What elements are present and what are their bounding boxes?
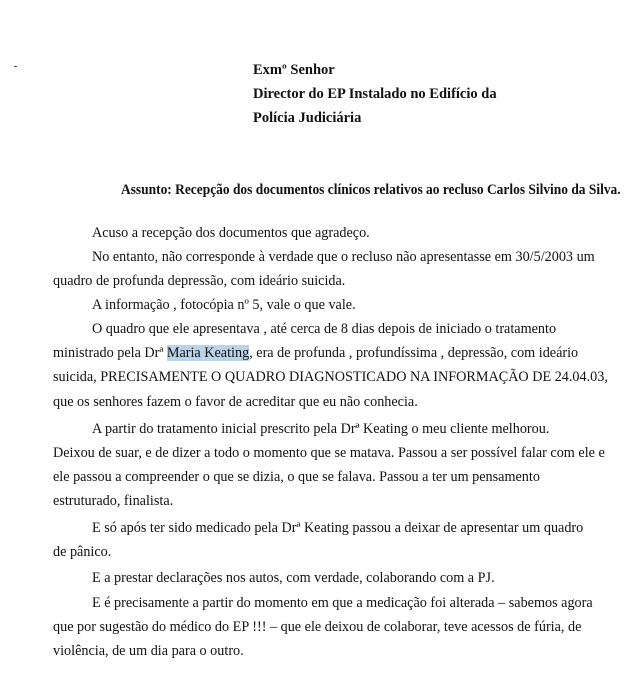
paragraph-2-line-2: quadro de profunda depressão, com ideário suicida. — [53, 273, 346, 289]
paragraph-5-line-3: ele passou a compreender o que se dizia, o que se falava. Passou a ter um pensamento — [53, 469, 540, 485]
paragraph-4-line-2-end: , era de profunda , profundíssima , depressão, com ideário — [249, 345, 579, 361]
paragraph-2-line-1: No entanto, não corresponde à verdade que o recluso não apresentasse em 30/5/2003 um — [92, 249, 595, 265]
paragraph-4-line-2-start: ministrado pela Drª — [53, 345, 167, 361]
paragraph-4-line-2 — [53, 344, 578, 362]
paragraph-6-line-2: de pânico. — [53, 544, 112, 560]
subject-line: Assunto: Recepção dos documentos clínicos relativos ao recluso Carlos Silvino da Silva. — [121, 182, 621, 198]
paragraph-5-line-4: estruturado, finalista. — [53, 493, 174, 509]
paragraph-4-line-1: O quadro que ele apresentava , até cerca de 8 dias depois de iniciado o tratamento — [92, 321, 557, 337]
paragraph-7: E a prestar declarações nos autos, com verdade, colaborando com a PJ. — [92, 570, 495, 586]
paragraph-5-line-1: A partir do tratamento inicial prescrito pela Drª Keating o meu cliente melhorou. — [92, 421, 550, 437]
addressee-title: Director do EP Instalado no Edifício da — [253, 86, 497, 102]
paragraph-6-line-1: E só após ter sido medicado pela Drª Keating passou a deixar de apresentar um quadro — [92, 520, 584, 536]
paragraph-8-line-1: E é precisamente a partir do momento em que a medicação foi alterada – sabemos agora — [92, 595, 593, 611]
highlighted-name[interactable]: Maria Keating — [166, 345, 250, 361]
paragraph-8-line-3: violência, de um dia para o outro. — [53, 643, 244, 659]
addressee-block — [253, 58, 497, 130]
paragraph-4-line-3: suicida, PRECISAMENTE O QUADRO DIAGNOSTICADO NA INFORMAÇÃO DE 24.04.03, — [53, 369, 608, 385]
paragraph-1: Acuso a recepção dos documentos que agradeço. — [92, 225, 370, 241]
addressee-institution: Polícia Judiciária — [253, 110, 362, 126]
paragraph-4-line-4: que os senhores fazem o favor de acreditar que eu não conhecia. — [53, 394, 418, 410]
addressee-salutation: Exmº Senhor — [253, 62, 335, 78]
paragraph-3: A informação , fotocópia nº 5, vale o que vale. — [92, 297, 356, 313]
paragraph-8-line-2: que por sugestão do médico do EP !!! – que ele deixou de colaborar, teve acessos de fúria, de — [53, 619, 582, 635]
paragraph-5-line-2: Deixou de suar, e de dizer a todo o momento que se matava. Passou a ser possível falar com ele e — [53, 445, 605, 461]
scan-speck — [14, 66, 17, 67]
